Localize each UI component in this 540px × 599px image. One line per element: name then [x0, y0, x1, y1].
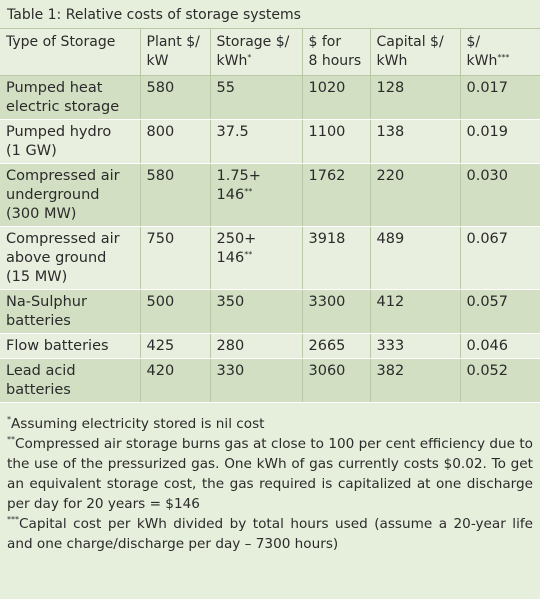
eight-hour-cost-value: 2665 — [308, 338, 346, 354]
storage-type-cell — [0, 120, 140, 164]
eight-hour-cost-cell — [302, 359, 370, 403]
capital-cost-value: 220 — [376, 168, 405, 184]
storage-cost-value: 350 — [216, 294, 245, 310]
plant-cost-cell — [140, 76, 210, 120]
plant-cost-value: 580 — [146, 80, 175, 96]
storage-type-cell — [0, 164, 140, 227]
cost-per-kwh-cell — [460, 120, 540, 164]
storage-type-label: Flow batteries — [6, 338, 109, 354]
capital-cost-value: 489 — [376, 231, 405, 247]
eight-hour-cost-value: 1100 — [308, 124, 346, 140]
capital-cost-value: 138 — [376, 124, 405, 140]
footnotes — [0, 403, 540, 554]
capital-cost-cell — [370, 334, 460, 359]
capital-cost-value: 382 — [376, 363, 405, 379]
storage-cost-cell — [210, 76, 302, 120]
storage-cost-cell — [210, 359, 302, 403]
cost-per-kwh-cell — [460, 334, 540, 359]
footnote-marker: *** — [7, 515, 19, 524]
storage-cost-cell — [210, 164, 302, 227]
plant-cost-cell — [140, 290, 210, 334]
storage-cost-value: 250+ — [216, 231, 257, 247]
plant-cost-cell — [140, 120, 210, 164]
table-row — [0, 334, 540, 359]
capital-cost-cell — [370, 359, 460, 403]
header-label: $/ — [466, 34, 481, 50]
header-label: Capital $/ — [376, 34, 444, 50]
header-label: $ for — [308, 34, 342, 50]
storage-type-label: underground — [6, 187, 100, 203]
plant-cost-value: 800 — [146, 124, 175, 140]
capital-cost-cell — [370, 227, 460, 290]
column-header — [460, 29, 540, 76]
storage-cost-value: 280 — [216, 338, 245, 354]
cost-per-kwh-value: 0.052 — [466, 363, 509, 379]
footnote-marker: ** — [244, 187, 253, 196]
eight-hour-cost-value: 1762 — [308, 168, 346, 184]
cost-per-kwh-value: 0.046 — [466, 338, 509, 354]
storage-type-label: batteries — [6, 313, 71, 329]
footnote — [7, 434, 533, 514]
plant-cost-value: 750 — [146, 231, 175, 247]
eight-hour-cost-cell — [302, 120, 370, 164]
storage-type-label: Compressed air — [6, 168, 120, 184]
capital-cost-cell — [370, 120, 460, 164]
plant-cost-cell — [140, 164, 210, 227]
storage-cost-value: 146 — [216, 250, 245, 266]
footnote-marker: ** — [244, 250, 253, 259]
footnote — [7, 414, 533, 434]
storage-type-cell — [0, 76, 140, 120]
cost-per-kwh-cell — [460, 359, 540, 403]
header-label: Plant $/ — [146, 34, 200, 50]
storage-type-label: above ground — [6, 250, 107, 266]
header-label: Storage $/ — [216, 34, 290, 50]
storage-cost-value: 37.5 — [216, 124, 249, 140]
capital-cost-cell — [370, 76, 460, 120]
header-label: Type of Storage — [6, 34, 116, 50]
plant-cost-cell — [140, 359, 210, 403]
cost-per-kwh-value: 0.017 — [466, 80, 509, 96]
storage-type-cell — [0, 334, 140, 359]
footnote-marker: ** — [7, 435, 15, 444]
column-header — [0, 29, 140, 76]
header-label: kWh — [216, 53, 248, 69]
plant-cost-cell — [140, 227, 210, 290]
table-row — [0, 227, 540, 290]
storage-type-label: Na-Sulphur — [6, 294, 87, 310]
plant-cost-cell — [140, 334, 210, 359]
footnote-marker: * — [247, 53, 252, 62]
table-row — [0, 120, 540, 164]
table-row — [0, 164, 540, 227]
header-label: kW — [146, 53, 169, 69]
storage-type-label: Compressed air — [6, 231, 120, 247]
storage-type-label: Pumped heat — [6, 80, 103, 96]
cost-per-kwh-value: 0.030 — [466, 168, 509, 184]
storage-type-cell — [0, 290, 140, 334]
capital-cost-cell — [370, 290, 460, 334]
header-label: kWh — [466, 53, 498, 69]
storage-type-cell — [0, 359, 140, 403]
storage-type-label: Lead acid — [6, 363, 76, 379]
cost-per-kwh-cell — [460, 227, 540, 290]
table-body — [0, 76, 540, 403]
column-header — [140, 29, 210, 76]
plant-cost-value: 580 — [146, 168, 175, 184]
eight-hour-cost-value: 3300 — [308, 294, 346, 310]
cost-per-kwh-cell — [460, 76, 540, 120]
capital-cost-cell — [370, 164, 460, 227]
capital-cost-value: 333 — [376, 338, 405, 354]
column-header — [370, 29, 460, 76]
eight-hour-cost-value: 1020 — [308, 80, 346, 96]
storage-type-label: electric storage — [6, 99, 120, 115]
cost-per-kwh-value: 0.019 — [466, 124, 509, 140]
footnote-text: Capital cost per kWh divided by total hours used (assume a 20-year life and one charge/discharge per day – 7300 hours) — [7, 516, 533, 552]
footnote-marker: *** — [497, 53, 510, 62]
footnote-text: Assuming electricity stored is nil cost — [11, 416, 265, 432]
eight-hour-cost-cell — [302, 290, 370, 334]
storage-type-label: Pumped hydro — [6, 124, 112, 140]
cost-per-kwh-cell — [460, 290, 540, 334]
header-label: 8 hours — [308, 53, 362, 69]
cost-per-kwh-cell — [460, 164, 540, 227]
storage-cost-value: 146 — [216, 187, 245, 203]
storage-cost-cell — [210, 227, 302, 290]
storage-cost-cell — [210, 120, 302, 164]
storage-cost-table — [0, 29, 540, 403]
capital-cost-value: 128 — [376, 80, 405, 96]
plant-cost-value: 500 — [146, 294, 175, 310]
eight-hour-cost-value: 3918 — [308, 231, 346, 247]
eight-hour-cost-cell — [302, 334, 370, 359]
eight-hour-cost-cell — [302, 164, 370, 227]
column-header — [210, 29, 302, 76]
footnote-text: Compressed air storage burns gas at close to 100 per cent efficiency due to the use of the pressurized gas. One kWh of gas currently costs $0.02. To get an equivalent storage cost, the gas required is capitalized at one discharge per day for 20 years = $146 — [7, 436, 533, 512]
storage-type-label: (1 GW) — [6, 143, 57, 159]
eight-hour-cost-cell — [302, 76, 370, 120]
storage-type-label: (300 MW) — [6, 206, 77, 222]
table-header-row — [0, 29, 540, 76]
footnote-marker: * — [7, 415, 11, 424]
table-row — [0, 359, 540, 403]
cost-per-kwh-value: 0.057 — [466, 294, 509, 310]
storage-type-cell — [0, 227, 140, 290]
storage-cost-value: 330 — [216, 363, 245, 379]
eight-hour-cost-value: 3060 — [308, 363, 346, 379]
storage-cost-value: 55 — [216, 80, 235, 96]
plant-cost-value: 420 — [146, 363, 175, 379]
plant-cost-value: 425 — [146, 338, 175, 354]
header-label: kWh — [376, 53, 408, 69]
table-title: Table 1: Relative costs of storage systems — [0, 0, 540, 29]
storage-type-label: batteries — [6, 382, 71, 398]
capital-cost-value: 412 — [376, 294, 405, 310]
footnote — [7, 514, 533, 554]
storage-cost-cell — [210, 290, 302, 334]
eight-hour-cost-cell — [302, 227, 370, 290]
storage-cost-value: 1.75+ — [216, 168, 261, 184]
storage-cost-cell — [210, 334, 302, 359]
column-header — [302, 29, 370, 76]
storage-type-label: (15 MW) — [6, 269, 68, 285]
table-row — [0, 76, 540, 120]
table-row — [0, 290, 540, 334]
cost-per-kwh-value: 0.067 — [466, 231, 509, 247]
